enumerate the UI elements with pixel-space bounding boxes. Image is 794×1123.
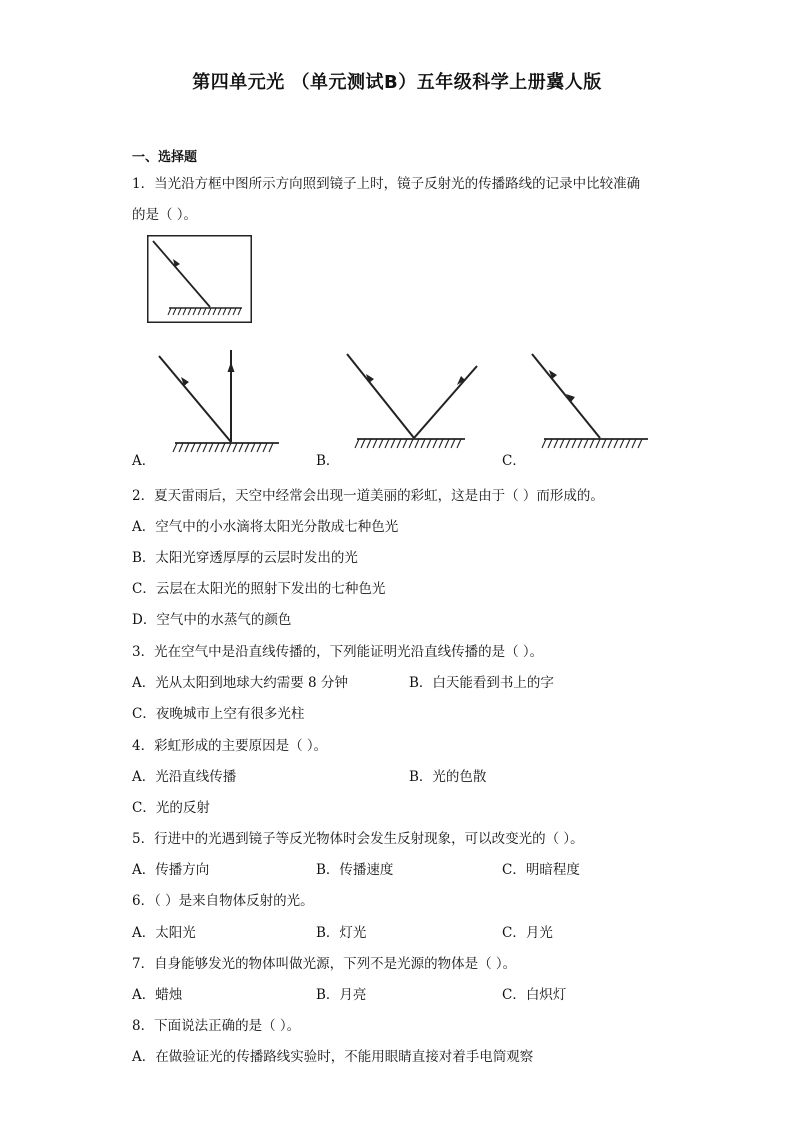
question-3-option-a: A．光从太阳到地球大约需要 8 分钟 <box>132 675 348 691</box>
question-6-text: 6．（ ）是来自物体反射的光。 <box>132 893 314 909</box>
question-1-option-b-figure <box>345 352 470 452</box>
question-5-option-b: B．传播速度 <box>316 862 394 878</box>
question-6-option-c: C．月光 <box>502 925 553 941</box>
question-7-text: 7．自身能够发光的物体叫做光源，下列不是光源的物体是（ ）。 <box>132 956 517 972</box>
question-4-option-b: B．光的色散 <box>409 769 487 785</box>
question-6-option-a: A．太阳光 <box>132 925 196 941</box>
question-5-option-c: C．明暗程度 <box>502 862 580 878</box>
question-2-text: 2．夏天雷雨后，天空中经常会出现一道美丽的彩虹，这是由于（ ）而形成的。 <box>132 488 604 504</box>
question-2-option-c: C．云层在太阳光的照射下发出的七种色光 <box>132 581 386 597</box>
question-6-option-b: B．灯光 <box>316 925 367 941</box>
question-2-option-a: A．空气中的小水滴将太阳光分散成七种色光 <box>132 519 399 535</box>
question-4-option-c: C．光的反射 <box>132 800 210 816</box>
question-5-option-a: A．传播方向 <box>132 862 210 878</box>
question-1-option-c-label: C． <box>502 453 526 469</box>
page-title: 第四单元光 （单元测试B）五年级科学上册冀人版 <box>192 72 602 93</box>
question-1-option-b-label: B． <box>316 453 340 469</box>
question-1-option-c-figure <box>530 352 650 452</box>
question-3-option-b: B．白天能看到书上的字 <box>409 675 554 691</box>
question-3-option-c: C．夜晚城市上空有很多光柱 <box>132 706 305 722</box>
question-7-option-b: B．月亮 <box>316 987 367 1003</box>
question-4-text: 4．彩虹形成的主要原因是（ ）。 <box>132 738 328 754</box>
question-1-option-a-label: A． <box>132 453 156 469</box>
question-1-text-line1: 1．当光沿方框中图所示方向照到镜子上时，镜子反射光的传播路线的记录中比较准确 <box>132 176 641 192</box>
question-5-text: 5．行进中的光遇到镜子等反光物体时会发生反射现象，可以改变光的（ ）。 <box>132 831 584 847</box>
section-heading: 一、选择题 <box>132 150 198 165</box>
question-8-text: 8．下面说法正确的是（ ）。 <box>132 1018 301 1034</box>
question-1-text-line2: 的是（ ）。 <box>132 207 198 223</box>
question-4-option-a: A．光沿直线传播 <box>132 769 237 785</box>
question-1-reference-figure <box>147 235 252 323</box>
question-3-text: 3．光在空气中是沿直线传播的，下列能证明光沿直线传播的是（ ）。 <box>132 644 544 660</box>
question-2-option-b: B．太阳光穿透厚厚的云层时发出的光 <box>132 550 358 566</box>
question-1-option-a-figure <box>157 348 282 458</box>
question-7-option-c: C．白炽灯 <box>502 987 567 1003</box>
question-2-option-d: D．空气中的水蒸气的颜色 <box>132 612 292 628</box>
question-8-option-a: A．在做验证光的传播路线实验时，不能用眼睛直接对着手电筒观察 <box>132 1049 534 1065</box>
question-7-option-a: A．蜡烛 <box>132 987 183 1003</box>
